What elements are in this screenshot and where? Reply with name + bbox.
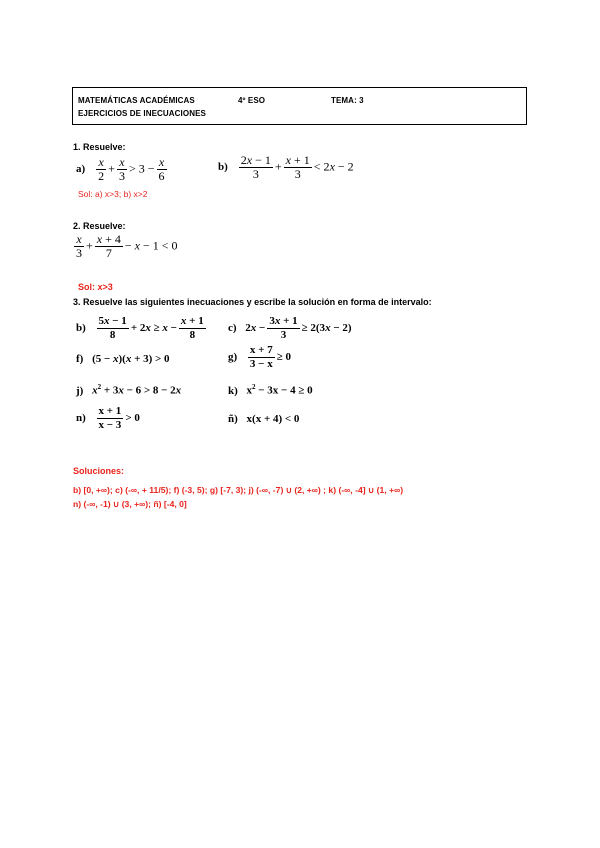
exercise-3j-label: j) (76, 384, 84, 397)
solutions-line-2: n) (-∞, -1) ∪ (3, +∞); ñ) [-4, 0] (73, 499, 187, 509)
solutions-heading: Soluciones: (73, 466, 125, 476)
exercise-1a-label: a) (76, 163, 86, 176)
exercise-2-heading: 2. Resuelve: (73, 221, 126, 231)
exercise-1-solution: Sol: a) x>3; b) x>2 (78, 189, 148, 199)
topic-label: TEMA: 3 (331, 96, 364, 105)
exercise-3n-inequality: n) $\frac{x + 1}{x - 3}$ > 0 (76, 405, 140, 431)
exercise-3k-inequality: k) $x^2 - 3x - 4 \ge 0$ (228, 383, 313, 397)
exercise-3b-inequality: b) $\frac{5x - 1}{8}$ + 2x ≥ x − $\frac{x + 1}{8}$ (76, 315, 204, 341)
exercise-2-inequality: $\frac{x}{3}$ + $\frac{x + 4}{7}$ − x − 1 < 0 (76, 232, 178, 260)
exercise-3enye-label: ñ) (228, 413, 238, 425)
exercise-3k-label: k) (228, 384, 238, 397)
exercise-3c-label: c) (228, 322, 237, 335)
document-title: EJERCICIOS DE INECUACIONES (78, 109, 206, 118)
subject-label: MATEMÁTICAS ACADÉMICAS (78, 96, 195, 105)
course-label: 4º ESO (238, 96, 266, 105)
exercise-1b-inequality: b) $\frac{2x - 1}{3}$ + $\frac{x + 1}{3}$ < 2x − 2 (218, 153, 354, 181)
exercise-3-heading: 3. Resuelve las siguientes inecuaciones y escribe la solución en forma de intervalo: (73, 297, 432, 307)
exercise-3b-label: b) (76, 322, 86, 335)
exercise-3g-inequality: g) $\frac{x + 7}{3 - x}$ ≥ 0 (228, 344, 291, 370)
exercise-3f-label: f) (76, 353, 84, 365)
exercise-3g-label: g) (228, 351, 238, 364)
exercise-1-heading: 1. Resuelve: (73, 142, 126, 152)
solutions-line-1: b) [0, +∞); c) (-∞, + 11/5); f) (-3, 5); g) [-7, 3); j) (-∞, -7) ∪ (2, +∞) ; k) (-∞, -4] ∪ (1, +∞) (73, 485, 404, 495)
exercise-1a-inequality: a) $\frac{x}{2}$ + $\frac{x}{3}$ > 3 − $\frac{x}{6}$ (76, 155, 165, 183)
exercise-3f-inequality: f) (5 − x)(x + 3) > 0 (76, 353, 170, 365)
exercise-2-solution: Sol: x>3 (78, 282, 113, 292)
exercise-3enye-inequality: ñ) x(x + 4) < 0 (228, 413, 300, 425)
exercise-3c-inequality: c) 2x − $\frac{3x + 1}{3}$ ≥ 2(3x − 2) (228, 315, 352, 341)
header-box (72, 87, 527, 125)
exercise-3j-inequality: j) $x^2 + 3x - 6 > 8 - 2x$ (76, 383, 182, 397)
exercise-1b-label: b) (218, 161, 228, 174)
exercise-3n-label: n) (76, 412, 86, 425)
